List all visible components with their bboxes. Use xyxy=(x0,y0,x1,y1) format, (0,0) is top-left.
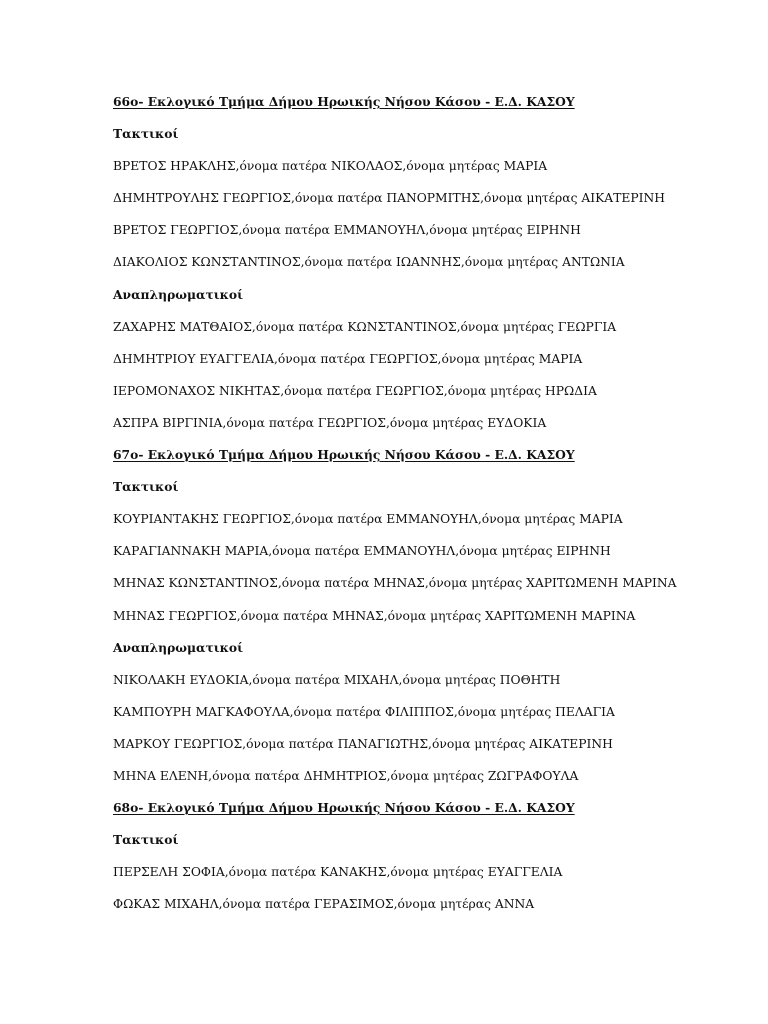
section-heading: 67ο- Εκλογικό Τμήμα Δήμου Ηρωικής Νήσου Κάσου - Ε.Δ. ΚΑΣΟΥ xyxy=(113,447,575,463)
section-heading: 66ο- Εκλογικό Τμήμα Δήμου Ηρωικής Νήσου Κάσου - Ε.Δ. ΚΑΣΟΥ xyxy=(113,94,575,109)
substitute-members-label: Αναπληρωματικοί xyxy=(113,286,244,302)
substitute-entry: ΑΣΠΡΑ ΒΙΡΓΙΝΙΑ,όνομα πατέρα ΓΕΩΡΓΙΟΣ,όνομα μητέρας ΕΥΔΟΚΙΑ xyxy=(113,415,547,430)
member-entry: ΔΙΑΚΟΛΙΟΣ ΚΩΝΣΤΑΝΤΙΝΟΣ,όνομα πατέρα ΙΩΑΝΝΗΣ,όνομα μητέρας ΑΝΤΩΝΙΑ xyxy=(113,255,625,270)
substitute-entry: ΜΗΝΑ ΕΛΕΝΗ,όνομα πατέρα ΔΗΜΗΤΡΙΟΣ,όνομα μητέρας ΖΩΓΡΑΦΟΥΛΑ xyxy=(113,768,579,783)
member-entry: ΚΟΥΡΙΑΝΤΑΚΗΣ ΓΕΩΡΓΙΟΣ,όνομα πατέρα ΕΜΜΑΝΟΥΗΛ,όνομα μητέρας ΜΑΡΙΑ xyxy=(113,512,623,527)
substitute-members-label: Αναπληρωματικοί xyxy=(113,639,244,655)
member-entry: ΒΡΕΤΟΣ ΓΕΩΡΓΙΟΣ,όνομα πατέρα ΕΜΜΑΝΟΥΗΛ,όνομα μητέρας ΕΙΡΗΝΗ xyxy=(113,223,581,238)
member-entry: ΔΗΜΗΤΡΟΥΛΗΣ ΓΕΩΡΓΙΟΣ,όνομα πατέρα ΠΑΝΟΡΜΙΤΗΣ,όνομα μητέρας ΑΙΚΑΤΕΡΙΝΗ xyxy=(113,191,665,206)
regular-members-label: Τακτικοί xyxy=(113,832,179,848)
section-heading: 68ο- Εκλογικό Τμήμα Δήμου Ηρωικής Νήσου Κάσου - Ε.Δ. ΚΑΣΟΥ xyxy=(113,800,575,816)
substitute-entry: ΚΑΜΠΟΥΡΗ ΜΑΓΚΑΦΟΥΛΑ,όνομα πατέρα ΦΙΛΙΠΠΟΣ,όνομα μητέρας ΠΕΛΑΓΙΑ xyxy=(113,704,615,719)
member-entry: ΜΗΝΑΣ ΓΕΩΡΓΙΟΣ,όνομα πατέρα ΜΗΝΑΣ,όνομα μητέρας ΧΑΡΙΤΩΜΕΝΗ ΜΑΡΙΝΑ xyxy=(113,608,636,623)
substitute-entry: ΔΗΜΗΤΡΙΟΥ ΕΥΑΓΓΕΛΙΑ,όνομα πατέρα ΓΕΩΡΓΙΟΣ,όνομα μητέρας ΜΑΡΙΑ xyxy=(113,351,583,366)
member-entry: ΚΑΡΑΓΙΑΝΝΑΚΗ ΜΑΡΙΑ,όνομα πατέρα ΕΜΜΑΝΟΥΗΛ,όνομα μητέρας ΕΙΡΗΝΗ xyxy=(113,544,611,559)
member-entry: ΦΩΚΑΣ ΜΙΧΑΗΛ,όνομα πατέρα ΓΕΡΑΣΙΜΟΣ,όνομα μητέρας ΑΝΝΑ xyxy=(113,897,535,912)
substitute-entry: ΝΙΚΟΛΑΚΗ ΕΥΔΟΚΙΑ,όνομα πατέρα ΜΙΧΑΗΛ,όνομα μητέρας ΠΟΘΗΤΗ xyxy=(113,672,561,687)
substitute-entry: ΜΑΡΚΟΥ ΓΕΩΡΓΙΟΣ,όνομα πατέρα ΠΑΝΑΓΙΩΤΗΣ,όνομα μητέρας ΑΙΚΑΤΕΡΙΝΗ xyxy=(113,736,613,751)
regular-members-label: Τακτικοί xyxy=(113,479,179,495)
member-entry: ΒΡΕΤΟΣ ΗΡΑΚΛΗΣ,όνομα πατέρα ΝΙΚΟΛΑΟΣ,όνομα μητέρας ΜΑΡΙΑ xyxy=(113,159,548,174)
substitute-entry: ΖΑΧΑΡΗΣ ΜΑΤΘΑΙΟΣ,όνομα πατέρα ΚΩΝΣΤΑΝΤΙΝΟΣ,όνομα μητέρας ΓΕΩΡΓΙΑ xyxy=(113,319,617,334)
document-body xyxy=(113,93,753,927)
member-entry: ΠΕΡΣΕΛΗ ΣΟΦΙΑ,όνομα πατέρα ΚΑΝΑΚΗΣ,όνομα μητέρας ΕΥΑΓΓΕΛΙΑ xyxy=(113,865,563,880)
regular-members-label: Τακτικοί xyxy=(113,126,179,142)
substitute-entry: ΙΕΡΟΜΟΝΑΧΟΣ ΝΙΚΗΤΑΣ,όνομα πατέρα ΓΕΩΡΓΙΟΣ,όνομα μητέρας ΗΡΩΔΙΑ xyxy=(113,383,597,398)
member-entry: ΜΗΝΑΣ ΚΩΝΣΤΑΝΤΙΝΟΣ,όνομα πατέρα ΜΗΝΑΣ,όνομα μητέρας ΧΑΡΙΤΩΜΕΝΗ ΜΑΡΙΝΑ xyxy=(113,576,677,591)
